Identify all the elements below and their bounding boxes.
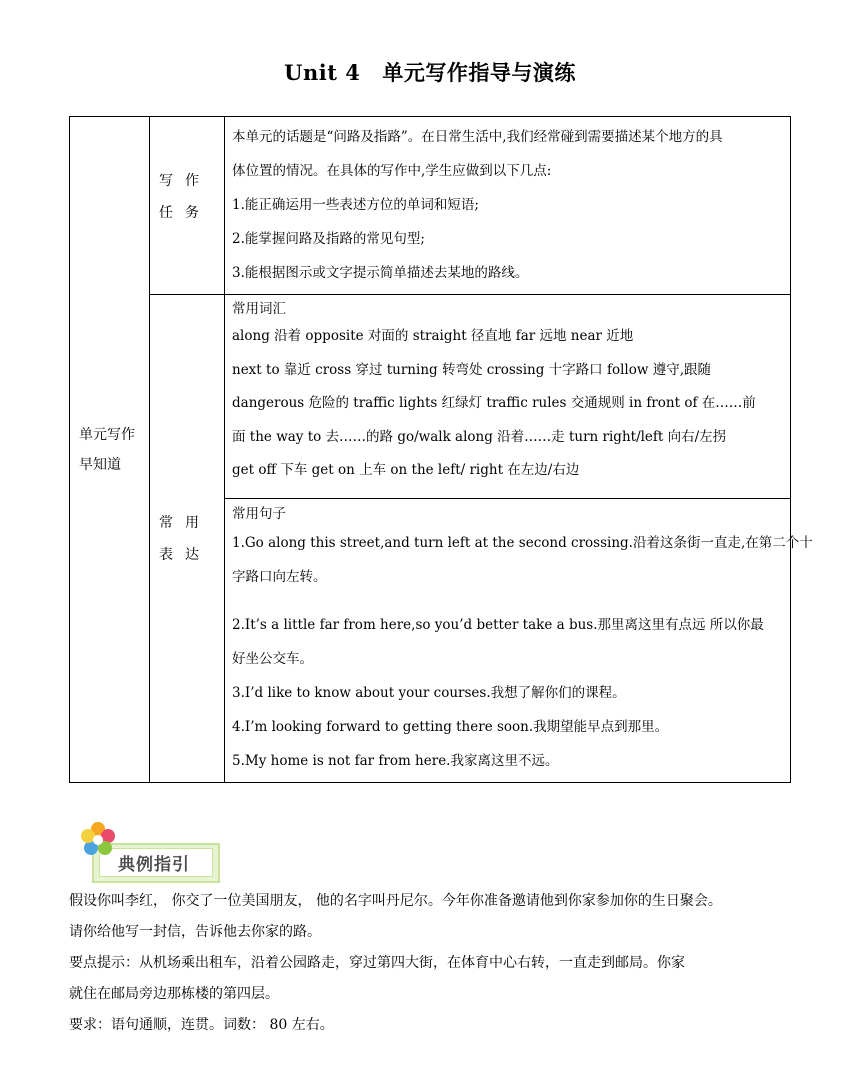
example-prompt	[69, 886, 790, 948]
sentence-line: 4.I’m looking forward to getting there soon.我期望能早点到那里。	[232, 719, 669, 735]
prompt-line: 假设你叫李红， 你交了一位美国朋友， 他的名字叫丹尼尔。今年你准备邀请他到你家参加你的生日聚会。	[69, 893, 722, 909]
example-badge	[78, 820, 222, 886]
task-line: 3.能根据图示或文字提示简单描述去某地的路线。	[232, 265, 529, 281]
sentence-line: 5.My home is not far from here.我家离这里不远。	[232, 753, 559, 769]
prompt-line: 请你给他写一封信，告诉他去你家的路。	[69, 924, 321, 940]
task-line: 1.能正确运用一些表述方位的单词和短语;	[232, 197, 479, 213]
expression-label-cell	[150, 295, 225, 783]
task-line: 2.能掌握问路及指路的常见句型;	[232, 231, 425, 247]
task-label-cell	[150, 117, 225, 295]
task-line: 本单元的话题是“问路及指路”。在日常生活中,我们经常碰到需要描述某个地方的具	[232, 129, 723, 145]
vocab-line: get off 下车 get on 上车 on the left/ right 在左边/右边	[232, 462, 580, 479]
expression-label: 常用表达	[159, 514, 211, 563]
section-label-cell	[70, 117, 150, 783]
task-content	[225, 117, 791, 295]
vocab-heading: 常用词汇	[232, 301, 286, 317]
requirement-line: 要求：语句通顺，连贯。词数： 80 左右。	[69, 1017, 334, 1033]
task-line: 体位置的情况。在具体的写作中,学生应做到以下几点:	[232, 163, 552, 179]
vocab-content	[225, 295, 791, 499]
vocab-line: next to 靠近 cross 穿过 turning 转弯处 crossing 十字路口 follow 遵守,跟随	[232, 361, 711, 378]
sentence-line: 1.Go along this street,and turn left at the second crossing.沿着这条街一直走,在第二个十	[232, 535, 813, 551]
writing-guide-table	[69, 116, 813, 783]
section-label: 单元写作早知道	[79, 426, 135, 473]
vocab-line: dangerous 危险的 traffic lights 红绿灯 traffic rules 交通规则 in front of 在……前	[232, 395, 756, 412]
page-title	[0, 57, 860, 87]
badge-label: 典例指引	[118, 855, 190, 875]
sentence-line: 字路口向左转。	[232, 569, 327, 585]
sentence-line: 好坐公交车。	[232, 651, 313, 667]
hint-line: 就住在邮局旁边那栋楼的第四层。	[69, 986, 279, 1002]
sentence-line: 2.It’s a little far from here,so you’d better take a bus.那里离这里有点远 所以你最	[232, 617, 764, 633]
flower-icon	[78, 820, 118, 860]
sentence-line: 3.I’d like to know about your courses.我想了解你们的课程。	[232, 685, 626, 701]
unit-label: Unit 4	[284, 60, 361, 85]
sentences-content	[225, 499, 813, 783]
unit-title: 单元写作指导与演练	[382, 60, 576, 85]
vocab-line: 面 the way to 去……的路 go/walk along 沿着……走 turn right/left 向右/左拐	[232, 428, 727, 445]
hint-line: 要点提示：从机场乘出租车，沿着公园路走，穿过第四大街，在体育中心右转，一直走到邮局。你家	[69, 955, 685, 971]
example-hints	[69, 948, 790, 1010]
sentences-heading: 常用句子	[232, 506, 286, 522]
task-label: 写作任务	[159, 173, 211, 221]
example-requirement	[69, 1010, 790, 1041]
vocab-line: along 沿着 opposite 对面的 straight 径直地 far 远地 near 近地	[232, 328, 634, 344]
